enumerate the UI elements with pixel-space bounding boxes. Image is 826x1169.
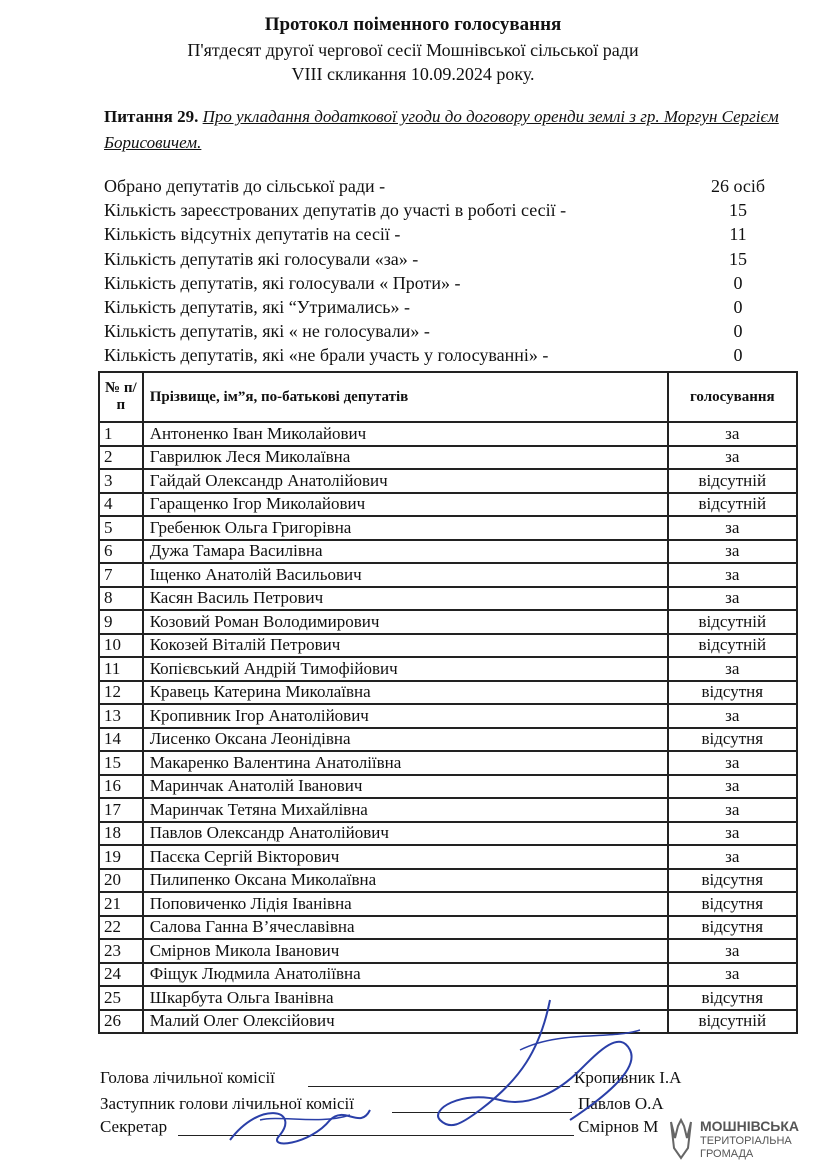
vote-result: відсутній (668, 634, 797, 658)
table-row (99, 728, 797, 752)
deputy-name: Макаренко Валентина Анатоліївна (143, 751, 668, 775)
vote-result: за (668, 516, 797, 540)
row-number: 4 (99, 493, 143, 517)
row-number: 6 (99, 540, 143, 564)
stat-label: Кількість депутатів, які « не голосували» - (104, 321, 430, 342)
row-number: 14 (99, 728, 143, 752)
vote-result: за (668, 446, 797, 470)
vote-result: відсутній (668, 469, 797, 493)
signature-name: Павлов О.А (578, 1094, 664, 1113)
table-row (99, 516, 797, 540)
vote-result: відсутній (668, 493, 797, 517)
vote-result: відсутній (668, 1010, 797, 1034)
header-vote: голосування (668, 372, 797, 422)
table-row (99, 540, 797, 564)
deputy-name: Козовий Роман Володимирович (143, 610, 668, 634)
row-number: 18 (99, 822, 143, 846)
deputy-name: Шкарбута Ольга Іванівна (143, 986, 668, 1010)
deputy-name: Павлов Олександр Анатолійович (143, 822, 668, 846)
vote-result: за (668, 822, 797, 846)
session-subtitle: П'ятдесят другої чергової сесії Мошнівської сільської ради (187, 40, 639, 60)
header-name: Прізвище, ім”я, по-батькові депутатів (143, 372, 668, 422)
row-number: 7 (99, 563, 143, 587)
stat-label: Кількість депутатів, які «не брали участь у голосуванні» - (104, 345, 549, 366)
row-number: 16 (99, 775, 143, 799)
stat-label: Кількість відсутніх депутатів на сесії - (104, 224, 401, 245)
deputy-name: Гаврилюк Леся Миколаївна (143, 446, 668, 470)
row-number: 2 (99, 446, 143, 470)
table-row (99, 493, 797, 517)
deputy-name: Пасєка Сергій Вікторович (143, 845, 668, 869)
header-number: № п/п (99, 372, 143, 422)
table-row (99, 869, 797, 893)
table-row (99, 916, 797, 940)
trident-icon (668, 1118, 694, 1162)
secretary-signature-icon (220, 1080, 380, 1160)
stat-value: 0 (733, 297, 743, 317)
deputy-name: Поповиченко Лідія Іванівна (143, 892, 668, 916)
row-number: 23 (99, 939, 143, 963)
deputy-name: Пилипенко Оксана Миколаївна (143, 869, 668, 893)
row-number: 9 (99, 610, 143, 634)
table-row (99, 422, 797, 446)
vote-result: за (668, 798, 797, 822)
table-row (99, 446, 797, 470)
table-row (99, 775, 797, 799)
vote-result: за (668, 422, 797, 446)
table-header-row (99, 372, 797, 422)
vote-table (98, 371, 798, 1034)
vote-result: за (668, 563, 797, 587)
vote-result: за (668, 657, 797, 681)
stat-value: 15 (729, 248, 747, 269)
table-row (99, 892, 797, 916)
stat-label: Кількість депутатів, які “Утримались» - (104, 297, 410, 317)
deputy-name: Копієвський Андрій Тимофійович (143, 657, 668, 681)
stat-value: 11 (729, 224, 747, 245)
row-number: 25 (99, 986, 143, 1010)
row-number: 26 (99, 1010, 143, 1034)
deputy-name: Фіщук Людмила Анатоліївна (143, 963, 668, 987)
table-row (99, 798, 797, 822)
question-label: Питання 29. (104, 107, 199, 126)
vote-result: за (668, 963, 797, 987)
question-block (104, 104, 804, 156)
deputy-name: Гайдай Олександр Анатолійович (143, 469, 668, 493)
vote-result: за (668, 939, 797, 963)
deputy-name: Кокозей Віталій Петрович (143, 634, 668, 658)
logo-line1: МОШНІВСЬКА (700, 1118, 800, 1134)
row-number: 21 (99, 892, 143, 916)
table-row (99, 610, 797, 634)
row-number: 11 (99, 657, 143, 681)
vote-result: відсутня (668, 681, 797, 705)
stat-value: 15 (729, 200, 747, 221)
row-number: 22 (99, 916, 143, 940)
row-number: 15 (99, 751, 143, 775)
stat-label: Обрано депутатів до сільської ради - (104, 176, 386, 196)
logo-line2: ТЕРИТОРІАЛЬНА (700, 1135, 792, 1147)
vote-result: за (668, 775, 797, 799)
deputy-name: Кравець Катерина Миколаївна (143, 681, 668, 705)
row-number: 12 (99, 681, 143, 705)
vote-result: відсутня (668, 916, 797, 940)
document-title: Протокол поіменного голосування (264, 14, 562, 35)
deputy-name: Салова Ганна В’ячеславівна (143, 916, 668, 940)
vote-result: відсутній (668, 610, 797, 634)
deputy-name: Антоненко Іван Миколайович (143, 422, 668, 446)
stat-label: Кількість депутатів які голосували «за» - (104, 248, 419, 269)
vote-result: за (668, 587, 797, 611)
table-row (99, 681, 797, 705)
row-number: 24 (99, 963, 143, 987)
session-date: VIII скликання 10.09.2024 року. (291, 64, 535, 84)
table-row (99, 587, 797, 611)
deputy-name: Гребенюк Ольга Григорівна (143, 516, 668, 540)
table-row (99, 822, 797, 846)
row-number: 3 (99, 469, 143, 493)
deputy-name: Маринчак Тетяна Михайлівна (143, 798, 668, 822)
row-number: 17 (99, 798, 143, 822)
row-number: 20 (99, 869, 143, 893)
stat-label: Кількість депутатів, які голосували « Проти» - (104, 272, 461, 293)
signature-role: Голова лічильної комісії (100, 1068, 275, 1087)
vote-result: відсутня (668, 728, 797, 752)
stat-value: 0 (733, 345, 743, 366)
deputy-name: Кропивник Ігор Анатолійович (143, 704, 668, 728)
community-logo (668, 1116, 823, 1164)
signature-name: Кропивник І.А (574, 1068, 682, 1087)
row-number: 10 (99, 634, 143, 658)
vote-result: відсутня (668, 986, 797, 1010)
stat-label: Кількість зареєстрованих депутатів до участі в роботі сесії - (104, 200, 567, 221)
table-row (99, 939, 797, 963)
vote-result: за (668, 540, 797, 564)
table-row (99, 751, 797, 775)
handwritten-signature-icon (420, 990, 660, 1150)
row-number: 13 (99, 704, 143, 728)
logo-line3: ГРОМАДА (700, 1148, 754, 1160)
stat-value: 0 (733, 272, 743, 293)
vote-result: відсутня (668, 869, 797, 893)
vote-result: за (668, 704, 797, 728)
deputy-name: Малий Олег Олексійович (143, 1010, 668, 1034)
table-row (99, 563, 797, 587)
deputy-name: Смірнов Микола Іванович (143, 939, 668, 963)
row-number: 8 (99, 587, 143, 611)
signature-role: Секретар (100, 1117, 168, 1136)
deputy-name: Касян Василь Петрович (143, 587, 668, 611)
vote-result: за (668, 845, 797, 869)
vote-result: відсутня (668, 892, 797, 916)
table-row (99, 845, 797, 869)
stat-value: 26 осіб (710, 176, 766, 196)
table-row (99, 657, 797, 681)
deputy-name: Лисенко Оксана Леонідівна (143, 728, 668, 752)
signature-name: Смірнов М (578, 1117, 659, 1136)
table-row (99, 634, 797, 658)
table-row (99, 469, 797, 493)
question-text: Про укладання додаткової угоди до договору оренди землі з гр. Моргун Сергієм Борисовичем. (104, 107, 779, 152)
signature-role: Заступник голови лічильної комісії (100, 1094, 355, 1113)
deputy-name: Гаращенко Ігор Миколайович (143, 493, 668, 517)
deputy-name: Дужа Тамара Василівна (143, 540, 668, 564)
table-row (99, 704, 797, 728)
row-number: 1 (99, 422, 143, 446)
row-number: 19 (99, 845, 143, 869)
deputy-name: Маринчак Анатолій Іванович (143, 775, 668, 799)
table-row (99, 963, 797, 987)
deputy-name: Іщенко Анатолій Васильович (143, 563, 668, 587)
vote-result: за (668, 751, 797, 775)
row-number: 5 (99, 516, 143, 540)
stat-value: 0 (733, 321, 743, 342)
